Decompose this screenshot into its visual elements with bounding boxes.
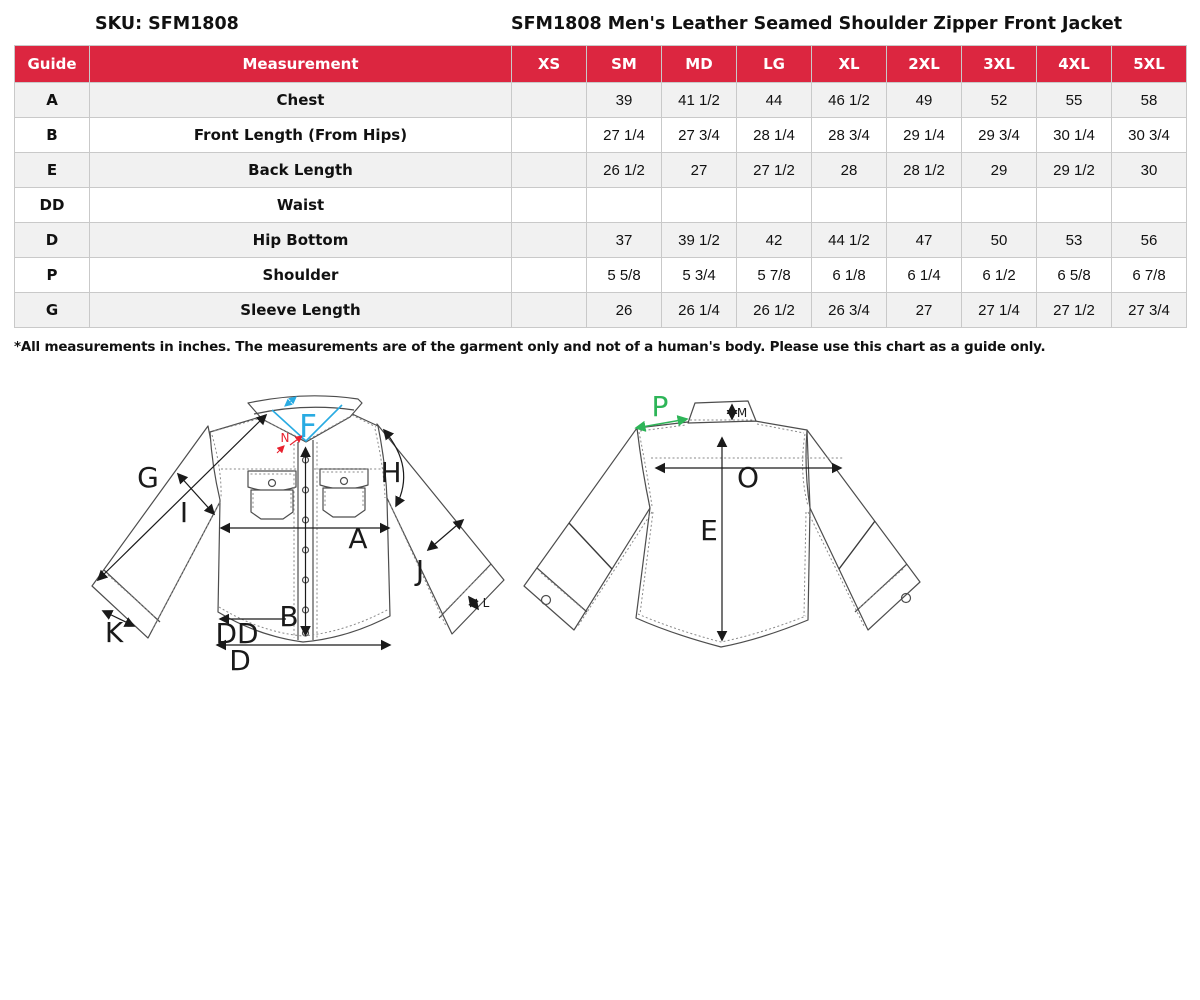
column-header-xs: XS xyxy=(512,46,587,83)
measurement-name-cell: Front Length (From Hips) xyxy=(90,118,512,153)
value-cell-b-md: 27 3/4 xyxy=(662,118,737,153)
value-cell-e-2xl: 28 1/2 xyxy=(887,153,962,188)
value-cell-d-5xl: 56 xyxy=(1112,223,1187,258)
value-cell-p-md: 5 3/4 xyxy=(662,258,737,293)
front-label-f: F xyxy=(299,409,317,445)
front-label-j: J xyxy=(415,554,425,587)
back-right-sleeve xyxy=(807,430,920,630)
value-cell-g-lg: 26 1/2 xyxy=(737,293,812,328)
column-header-lg: LG xyxy=(737,46,812,83)
column-header-2xl: 2XL xyxy=(887,46,962,83)
measurement-name-cell: Back Length xyxy=(90,153,512,188)
measurement-row-e xyxy=(15,153,1187,188)
value-cell-g-2xl: 27 xyxy=(887,293,962,328)
size-chart-header xyxy=(15,46,1187,83)
value-cell-b-lg: 28 1/4 xyxy=(737,118,812,153)
value-cell-d-lg: 42 xyxy=(737,223,812,258)
column-header-xl: XL xyxy=(812,46,887,83)
front-label-g: G xyxy=(137,461,159,494)
value-cell-b-4xl: 30 1/4 xyxy=(1037,118,1112,153)
value-cell-g-3xl: 27 1/4 xyxy=(962,293,1037,328)
value-cell-e-lg: 27 1/2 xyxy=(737,153,812,188)
measurement-name-cell: Shoulder xyxy=(90,258,512,293)
value-cell-e-md: 27 xyxy=(662,153,737,188)
size-chart-table xyxy=(14,45,1187,328)
value-cell-d-xl: 44 1/2 xyxy=(812,223,887,258)
measurement-name-cell: Sleeve Length xyxy=(90,293,512,328)
measurement-row-p xyxy=(15,258,1187,293)
value-cell-d-4xl: 53 xyxy=(1037,223,1112,258)
value-cell-dd-5xl xyxy=(1112,188,1187,223)
value-cell-p-5xl: 6 7/8 xyxy=(1112,258,1187,293)
value-cell-b-2xl: 29 1/4 xyxy=(887,118,962,153)
measurement-row-b xyxy=(15,118,1187,153)
value-cell-dd-sm xyxy=(587,188,662,223)
value-cell-p-lg: 5 7/8 xyxy=(737,258,812,293)
front-left-sleeve xyxy=(92,426,222,638)
front-label-k: K xyxy=(104,616,124,649)
value-cell-dd-lg xyxy=(737,188,812,223)
measurement-disclaimer: *All measurements in inches. The measurements are of the garment only and not of a human's body. Please use this chart as a guide only. xyxy=(14,339,1046,355)
measurement-row-g xyxy=(15,293,1187,328)
front-label-i: I xyxy=(179,496,189,529)
front-label-d: D xyxy=(229,644,251,677)
value-cell-g-xl: 26 3/4 xyxy=(812,293,887,328)
value-cell-g-4xl: 27 1/2 xyxy=(1037,293,1112,328)
back-torso xyxy=(636,421,810,647)
product-title: SFM1808 Men's Leather Seamed Shoulder Zipper Front Jacket xyxy=(511,14,1123,34)
guide-cell-a: A xyxy=(15,83,90,118)
value-cell-b-xl: 28 3/4 xyxy=(812,118,887,153)
measurement-row-dd xyxy=(15,188,1187,223)
value-cell-a-3xl: 52 xyxy=(962,83,1037,118)
value-cell-a-5xl: 58 xyxy=(1112,83,1187,118)
value-cell-a-sm: 39 xyxy=(587,83,662,118)
value-cell-a-lg: 44 xyxy=(737,83,812,118)
guide-cell-g: G xyxy=(15,293,90,328)
back-label-o: O xyxy=(736,461,760,494)
back-label-e: E xyxy=(700,514,718,547)
front-label-l: L xyxy=(482,596,490,610)
guide-cell-dd: DD xyxy=(15,188,90,223)
value-cell-p-xl: 6 1/8 xyxy=(812,258,887,293)
value-cell-e-xl: 28 xyxy=(812,153,887,188)
value-cell-p-sm: 5 5/8 xyxy=(587,258,662,293)
guide-cell-p: P xyxy=(15,258,90,293)
front-label-h: H xyxy=(380,456,402,489)
value-cell-b-xs xyxy=(512,118,587,153)
value-cell-d-sm: 37 xyxy=(587,223,662,258)
size-chart-body xyxy=(15,83,1187,328)
value-cell-e-5xl: 30 xyxy=(1112,153,1187,188)
back-view-diagram xyxy=(510,390,950,670)
value-cell-dd-4xl xyxy=(1037,188,1112,223)
guide-cell-e: E xyxy=(15,153,90,188)
value-cell-dd-md xyxy=(662,188,737,223)
front-label-a: A xyxy=(348,522,368,555)
measurement-name-cell: Chest xyxy=(90,83,512,118)
value-cell-a-2xl: 49 xyxy=(887,83,962,118)
value-cell-e-sm: 26 1/2 xyxy=(587,153,662,188)
value-cell-dd-2xl xyxy=(887,188,962,223)
measurement-name-cell: Waist xyxy=(90,188,512,223)
value-cell-b-3xl: 29 3/4 xyxy=(962,118,1037,153)
back-label-m: M xyxy=(736,406,748,420)
left-pocket-body xyxy=(251,490,293,519)
measurement-row-a xyxy=(15,83,1187,118)
value-cell-p-3xl: 6 1/2 xyxy=(962,258,1037,293)
back-left-sleeve xyxy=(524,428,650,630)
front-label-b: B xyxy=(279,600,299,633)
value-cell-b-5xl: 30 3/4 xyxy=(1112,118,1187,153)
value-cell-g-sm: 26 xyxy=(587,293,662,328)
front-view-diagram xyxy=(90,390,510,680)
value-cell-a-md: 41 1/2 xyxy=(662,83,737,118)
value-cell-p-xs xyxy=(512,258,587,293)
value-cell-d-2xl: 47 xyxy=(887,223,962,258)
value-cell-g-xs xyxy=(512,293,587,328)
value-cell-g-5xl: 27 3/4 xyxy=(1112,293,1187,328)
front-label-n: N xyxy=(280,431,290,445)
value-cell-e-xs xyxy=(512,153,587,188)
header-row xyxy=(15,46,1187,83)
value-cell-e-3xl: 29 xyxy=(962,153,1037,188)
value-cell-d-3xl: 50 xyxy=(962,223,1037,258)
column-header-3xl: 3XL xyxy=(962,46,1037,83)
value-cell-dd-xs xyxy=(512,188,587,223)
guide-cell-b: B xyxy=(15,118,90,153)
value-cell-b-sm: 27 1/4 xyxy=(587,118,662,153)
value-cell-p-4xl: 6 5/8 xyxy=(1037,258,1112,293)
value-cell-d-xs xyxy=(512,223,587,258)
right-pocket-body xyxy=(323,488,365,517)
back-label-p: P xyxy=(651,390,669,423)
value-cell-dd-xl xyxy=(812,188,887,223)
value-cell-d-md: 39 1/2 xyxy=(662,223,737,258)
column-header-measurement: Measurement xyxy=(90,46,512,83)
value-cell-a-xl: 46 1/2 xyxy=(812,83,887,118)
measurement-row-d xyxy=(15,223,1187,258)
value-cell-g-md: 26 1/4 xyxy=(662,293,737,328)
column-header-guide: Guide xyxy=(15,46,90,83)
value-cell-a-xs xyxy=(512,83,587,118)
front-label-dd: DD xyxy=(215,617,259,650)
column-header-md: MD xyxy=(662,46,737,83)
value-cell-a-4xl: 55 xyxy=(1037,83,1112,118)
guide-cell-d: D xyxy=(15,223,90,258)
column-header-sm: SM xyxy=(587,46,662,83)
column-header-4xl: 4XL xyxy=(1037,46,1112,83)
measurement-name-cell: Hip Bottom xyxy=(90,223,512,258)
value-cell-dd-3xl xyxy=(962,188,1037,223)
value-cell-e-4xl: 29 1/2 xyxy=(1037,153,1112,188)
sku-label: SKU: SFM1808 xyxy=(95,14,239,34)
column-header-5xl: 5XL xyxy=(1112,46,1187,83)
value-cell-p-2xl: 6 1/4 xyxy=(887,258,962,293)
